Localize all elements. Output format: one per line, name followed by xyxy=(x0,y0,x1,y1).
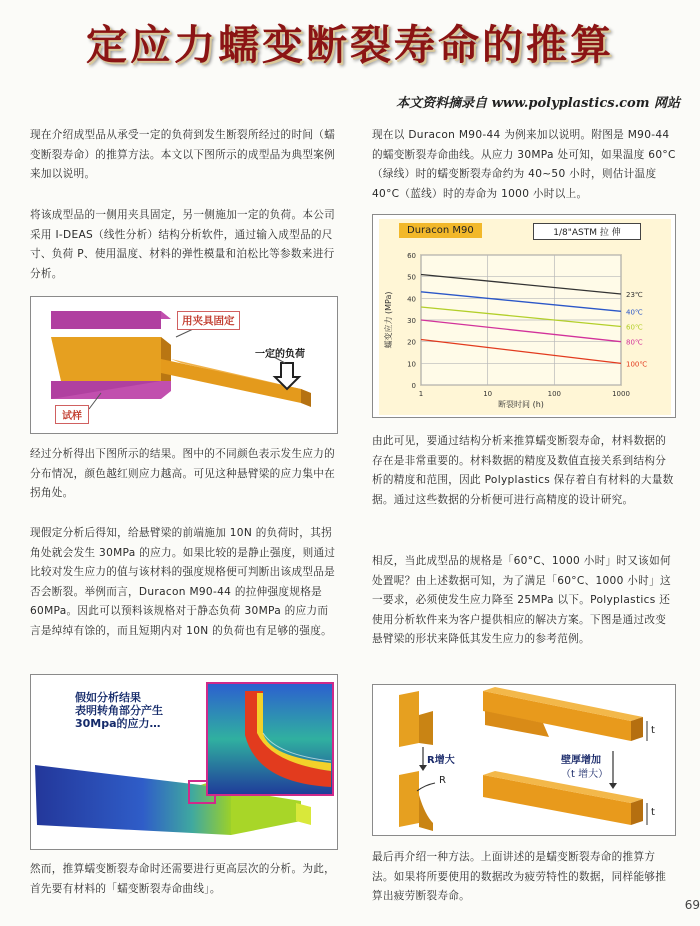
left-paragraph-3: 经过分析得出下图所示的结果。图中的不同颜色表示发生应力的分布情况，颜色越红则应力越高。可见这种悬臂梁的应力集中在拐角处。 xyxy=(30,448,336,499)
y-tick-label: 60 xyxy=(407,252,416,260)
series-label: 60℃ xyxy=(626,323,643,332)
y-tick-label: 20 xyxy=(407,338,416,347)
chart-tag-material: Duracon M90 xyxy=(399,223,482,238)
left-paragraph-4: 现假定分析后得知，给悬臂梁的前端施加 10N 的负荷时，其拐角处就会发生 30MPa 的应力。如果比较的是静止强度，则通过比较对发生应力的值与该材料的强度规格便可判断出该成型品是否会断裂。举例而言，Duracon M90-44 的拉伸强度规格是 60MPa。因此可以预料该规格对于静态负荷 30MPa 的应力而言是绰绰有馀的，而且短期内对 10N 的负荷也有足够的强度。 xyxy=(30,527,336,637)
y-tick-label: 40 xyxy=(407,295,416,304)
y-tick-label: 0 xyxy=(411,382,416,390)
t-label-upper: t xyxy=(651,725,655,736)
left-paragraph-5: 然而，推算蠕变断裂寿命时还需要进行更高层次的分析。为此，首先要有材料的「蠕变断裂寿命曲线」。 xyxy=(30,863,336,895)
stress-analysis-figure xyxy=(30,674,338,850)
page-title: 定应力蠕变断裂寿命的推算 xyxy=(86,21,614,69)
right-paragraph-2: 由此可见，要通过结构分析来推算蠕变断裂寿命，材料数据的存在是非常重要的。材料数据的精度及数值直接关系到结构分析的精度和范围，因此 Polyplastics 保存着自有材料的大量数据。通过这些数据的分析便可进行高精度的设计研究。 xyxy=(372,435,674,506)
improvement-drawing xyxy=(373,685,676,836)
cantilever-figure xyxy=(30,296,338,434)
creep-chart-figure xyxy=(372,214,676,418)
y-tick-label: 50 xyxy=(407,273,416,282)
series-label: 80℃ xyxy=(626,338,643,347)
series-label: 40℃ xyxy=(626,308,643,317)
load-label: 一定的负荷 xyxy=(255,349,305,360)
x-tick-label: 10 xyxy=(483,390,493,398)
stress-note: 假如分析结果 表明转角部分产生 30Mpa的应力… xyxy=(75,691,163,730)
wall-thickness-label: 壁厚增加 xyxy=(561,755,601,766)
creep-chart xyxy=(373,215,676,418)
series-label: 100℃ xyxy=(626,360,648,369)
y-tick-label: 10 xyxy=(407,360,416,369)
wall-thickness-sub: （t 增大） xyxy=(561,769,609,780)
left-paragraph-1: 现在介绍成型品从承受一定的负荷到发生断裂所经过的时间（蠕变断裂寿命）的推算方法。本文以下图所示的成型品为典型案例来加以说明。 xyxy=(30,129,336,180)
t-label-lower: t xyxy=(651,807,655,818)
x-axis-label: 断裂时间 (h) xyxy=(498,400,544,409)
page-number: 69 xyxy=(684,898,700,912)
left-paragraph-2: 将该成型品的一侧用夹具固定，另一侧施加一定的负荷。本公司采用 I-DEAS（线性分析）结构分析软件，通过输入成型品的尺寸、负荷 P、使用温度、材料的弹性模量和泊松比等参数来进行分析。 xyxy=(30,209,336,280)
right-paragraph-3: 相反，当此成型品的规格是「60°C、1000 小时」时又该如何处置呢？由上述数据可知，为了满足「60°C、1000 小时」这一要求，必须使发生应力降至 25MPa 以下。Polyplastics 还使用分析软件来为客户提供相应的解决方案。下图是通过改变悬臂梁的形状来降低其发生应力的参考范例。 xyxy=(372,555,671,645)
clamp-label: 用夹具固定 xyxy=(177,311,240,330)
x-tick-label: 1000 xyxy=(612,390,630,398)
r-increase-label: R增大 xyxy=(427,755,455,766)
chart-tag-test: 1/8"ASTM 拉 伸 xyxy=(533,223,641,240)
right-paragraph-1: 现在以 Duracon M90-44 为例来加以说明。附图是 M90-44 的蠕变断裂寿命曲线。从应力 30MPa 处可知，如果温度 60°C（绿线）时的蠕变断裂寿命约为 40~50 小时，则估计温度 40°C（蓝线）时的寿命为 1000 小时以上。 xyxy=(372,129,676,200)
x-tick-label: 1 xyxy=(418,390,424,398)
source-note: 本文资料摘录自 www.polyplastics.com 网站 xyxy=(396,96,680,111)
y-tick-label: 30 xyxy=(407,317,416,325)
r-symbol: R xyxy=(439,775,446,786)
sample-label: 试样 xyxy=(55,405,89,424)
x-tick-label: 100 xyxy=(547,390,562,398)
improvement-figure xyxy=(372,684,676,836)
y-axis-label: 蠕变应力 (MPa) xyxy=(384,291,393,349)
series-label: 23℃ xyxy=(626,291,643,299)
right-paragraph-4: 最后再介绍一种方法。上面讲述的是蠕变断裂寿命的推算方法。如果将所要使用的数据改为疲劳特性的数据，同样能够推算出疲劳断裂寿命。 xyxy=(372,851,667,902)
